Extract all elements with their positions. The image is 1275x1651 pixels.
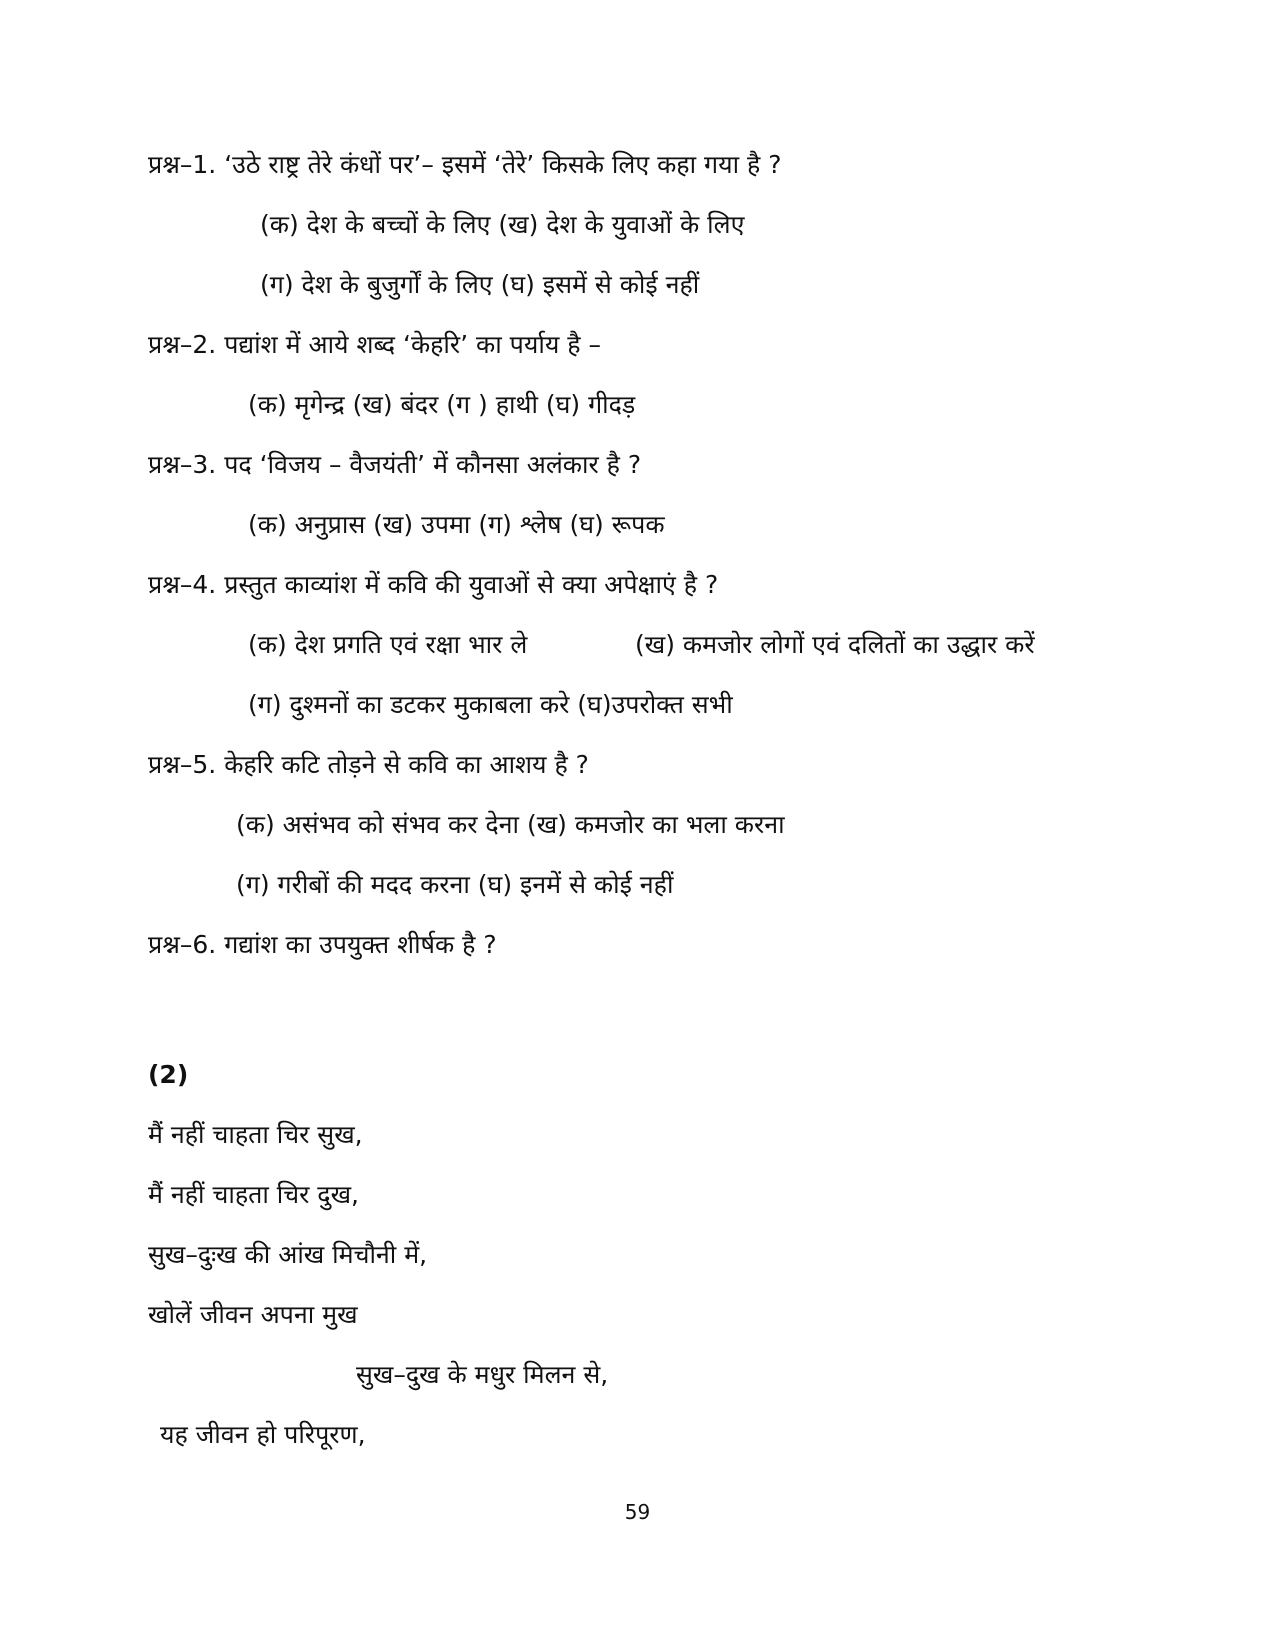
- poem-line: मैं नहीं चाहता चिर दुख,: [148, 1180, 359, 1209]
- question-6-text: प्रश्न–6. गद्यांश का उपयुक्त शीर्षक है ?: [148, 930, 497, 959]
- question-5-text: प्रश्न–5. केहरि कटि तोड़ने से कवि का आशय है ?: [148, 750, 589, 779]
- question-4-option-b: (ख) कमजोर लोगों एवं दलितों का उद्धार करें: [635, 630, 1035, 659]
- poem-line: खोलें जीवन अपना मुख: [148, 1300, 358, 1329]
- question-2-text: प्रश्न–2. पद्यांश में आये शब्द ‘केहरि’ का पर्याय है –: [148, 330, 601, 359]
- question-4-text: प्रश्न–4. प्रस्तुत काव्यांश में कवि की युवाओं से क्या अपेक्षाएं है ?: [148, 570, 719, 599]
- question-3-text: प्रश्न–3. पद ‘विजय – वैजयंती’ में कौनसा अलंकार है ?: [148, 450, 642, 479]
- question-1-options-a-b: (क) देश के बच्चों के लिए (ख) देश के युवाओं के लिए: [260, 210, 745, 239]
- question-5-options-a-b: (क) असंभव को संभव कर देना (ख) कमजोर का भला करना: [236, 810, 785, 839]
- question-2-options: (क) मृगेन्द्र (ख) बंदर (ग ) हाथी (घ) गीदड़: [248, 390, 636, 419]
- page-number: 59: [624, 1500, 651, 1524]
- poem-line: सुख–दुख के मधुर मिलन से,: [356, 1360, 609, 1389]
- question-5-options-c-d: (ग) गरीबों की मदद करना (घ) इनमें से कोई नहीं: [236, 870, 674, 899]
- poem-line: यह जीवन हो परिपूरण,: [160, 1420, 366, 1449]
- question-4-options-c-d: (ग) दुश्मनों का डटकर मुकाबला करे (घ)उपरोक्त सभी: [248, 690, 733, 719]
- question-1-text: प्रश्न–1. ‘उठे राष्ट्र तेरे कंधों पर’– इसमें ‘तेरे’ किसके लिए कहा गया है ?: [148, 150, 782, 179]
- question-4-option-a: (क) देश प्रगति एवं रक्षा भार ले: [248, 630, 528, 659]
- poem-line: मैं नहीं चाहता चिर सुख,: [148, 1120, 363, 1149]
- question-3-options: (क) अनुप्रास (ख) उपमा (ग) श्लेष (घ) रूपक: [248, 510, 665, 539]
- section-label: (2): [148, 1060, 189, 1089]
- poem-line: सुख–दुःख की आंख मिचौनी में,: [148, 1240, 428, 1269]
- question-1-options-c-d: (ग) देश के बुजुर्गों के लिए (घ) इसमें से कोई नहीं: [260, 270, 700, 299]
